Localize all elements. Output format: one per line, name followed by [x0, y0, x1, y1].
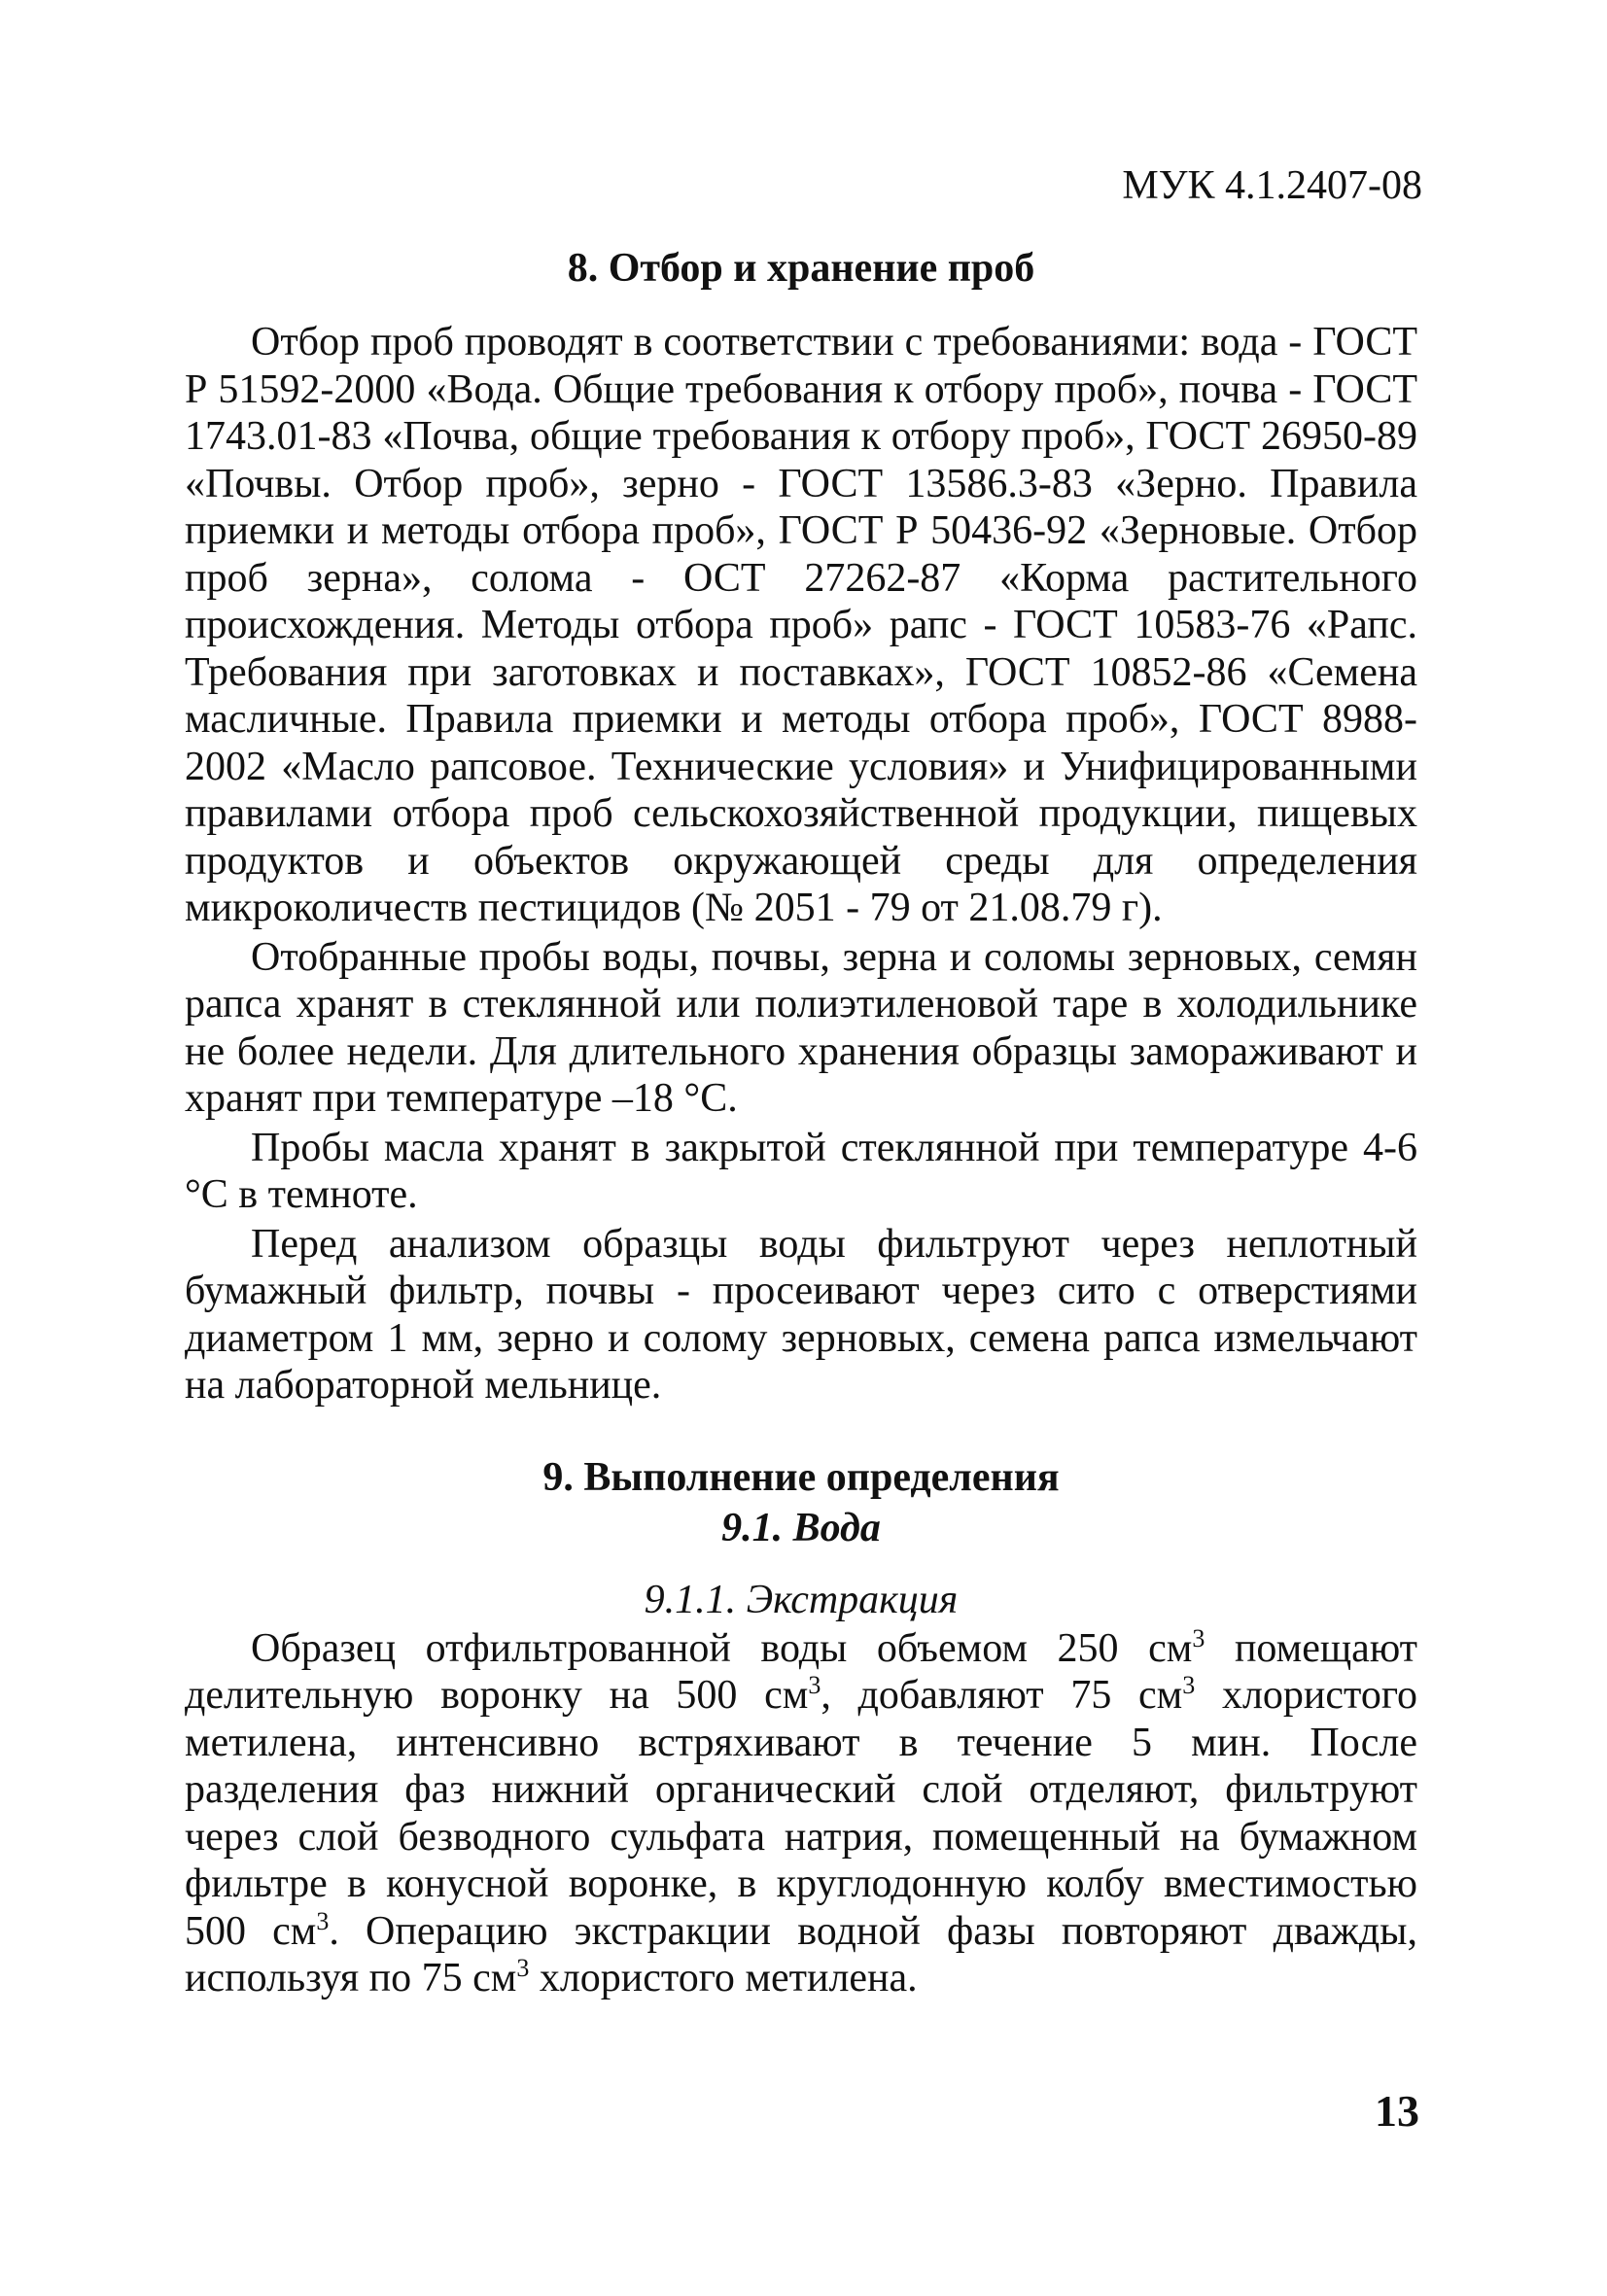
page-number: 13	[1375, 2086, 1419, 2136]
section-8-paragraph-1: Отбор проб проводят в соответствии с требованиями: вода - ГОСТ Р 51592-2000 «Вода. Общие требования к отбору проб», почва - ГОСТ 1743.01-83 «Почва, общие требования к отбору проб», ГОСТ 26950-89 «Почвы. Отбор проб», зерно - ГОСТ 13586.3-83 «Зерно. Правила приемки и методы отбора проб», ГОСТ Р 50436-92 «Зерновые. Отбор проб зерна», солома - ОСТ 27262-87 «Корма растительного происхождения. Методы отбора проб» рапс - ГОСТ 10583-76 «Рапс. Требования при заготовках и поставках», ГОСТ 10852-86 «Семена масличные. Правила приемки и методы отбора проб», ГОСТ 8988-2002 «Масло рапсовое. Технические условия» и Унифицированными правилами отбора проб сельскохозяйственной продукции, пищевых продуктов и объектов окружающей среды для определения микроколичеств пестицидов (№ 2051 - 79 от 21.08.79 г).	[185, 320, 1417, 930]
extraction-text-1: Образец отфильтрованной воды объемом 250 см	[251, 1625, 1193, 1671]
subsection-9-1-title: 9.1. Вода	[721, 1505, 881, 1550]
exponent-5: 3	[516, 1954, 530, 1982]
exponent-3: 3	[1182, 1671, 1196, 1699]
extraction-text-2: помещают делительную воронку на 500 см	[185, 1625, 1417, 1718]
section-8-paragraph-2: Отобранные пробы воды, почвы, зерна и соломы зерновых, семян рапса хранят в стеклянной или полиэтиленовой таре в холодильнике не более недели. Для длительного хранения образцы замораживают и хранят при температуре –18 °С.	[185, 934, 1417, 1121]
page-content	[185, 243, 1417, 2004]
section-8-title: 8. Отбор и хранение проб	[567, 246, 1035, 291]
extraction-text-6: хлористого метилена.	[529, 1956, 918, 2000]
extraction-paragraph	[185, 1625, 1417, 2002]
document-code: МУК 4.1.2407-08	[1122, 163, 1422, 208]
subsection-9-1-1-title: 9.1.1. Экстракция	[644, 1577, 959, 1622]
section-9-title: 9. Выполнение определения	[542, 1454, 1060, 1500]
section-8-paragraph-3: Пробы масла хранят в закрытой стеклянной при температуре 4-6 °С в темноте.	[185, 1125, 1417, 1217]
exponent-2: 3	[808, 1671, 821, 1699]
extraction-text-3: , добавляют 75 см	[821, 1673, 1183, 1718]
exponent-1: 3	[1192, 1623, 1205, 1652]
extraction-text-4: хлористого метилена, интенсивно встряхивают в течение 5 мин. После разделения фаз нижний органический слой отделяют, фильтруют через слой безводного сульфата натрия, помещенный на бумажном фильтре в конусной воронке, в круглодонную колбу вместимостью 500 см	[185, 1673, 1417, 1954]
section-8-paragraph-4: Перед анализом образцы воды фильтруют через неплотный бумажный фильтр, почвы - просеивают через сито с отверстиями диаметром 1 мм, зерно и солому зерновых, семена рапса измельчают на лабораторной мельнице.	[185, 1221, 1417, 1408]
exponent-4: 3	[316, 1906, 330, 1935]
extraction-text-5: . Операцию экстракции водной фазы повторяют дважды, используя по 75 см	[185, 1908, 1417, 2000]
